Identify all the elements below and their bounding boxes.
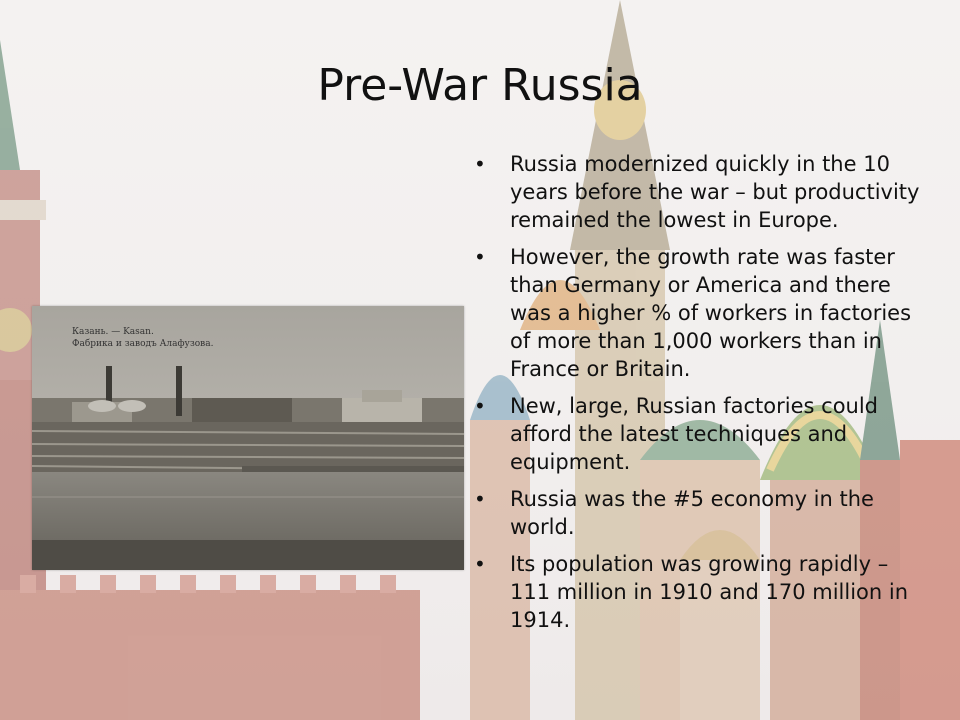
bullet-item [474, 550, 920, 634]
slide-title: Pre-War Russia [317, 60, 643, 111]
bullet-dot: • [474, 487, 486, 511]
bullet-text: Russia modernized quickly in the 10 years before the war – but productivity remained the lowest in Europe. [510, 152, 920, 232]
bullet-text: New, large, Russian factories could afford the latest techniques and equipment. [510, 394, 879, 474]
bullet-item [474, 392, 920, 476]
bullet-list [474, 150, 920, 643]
bullet-item [474, 150, 920, 234]
photo-caption-line2: Фабрика и заводъ Алафузова. [72, 339, 214, 349]
bullet-dot: • [474, 152, 486, 176]
bullet-dot: • [474, 245, 486, 269]
bullet-text: Its population was growing rapidly – 111 million in 1910 and 170 million in 1914. [510, 552, 909, 632]
bullet-text: However, the growth rate was faster than Germany or America and there was a higher % of workers in factories of more than 1,000 workers than in France or Britain. [510, 245, 912, 381]
bullet-text: Russia was the #5 economy in the world. [510, 487, 874, 539]
bullet-item [474, 485, 920, 541]
bullet-dot: • [474, 552, 486, 576]
bullet-item [474, 243, 920, 383]
photo-caption-line1: Казань. — Kasan. [72, 327, 154, 337]
bullet-dot: • [474, 394, 486, 418]
factory-photo [32, 306, 464, 570]
